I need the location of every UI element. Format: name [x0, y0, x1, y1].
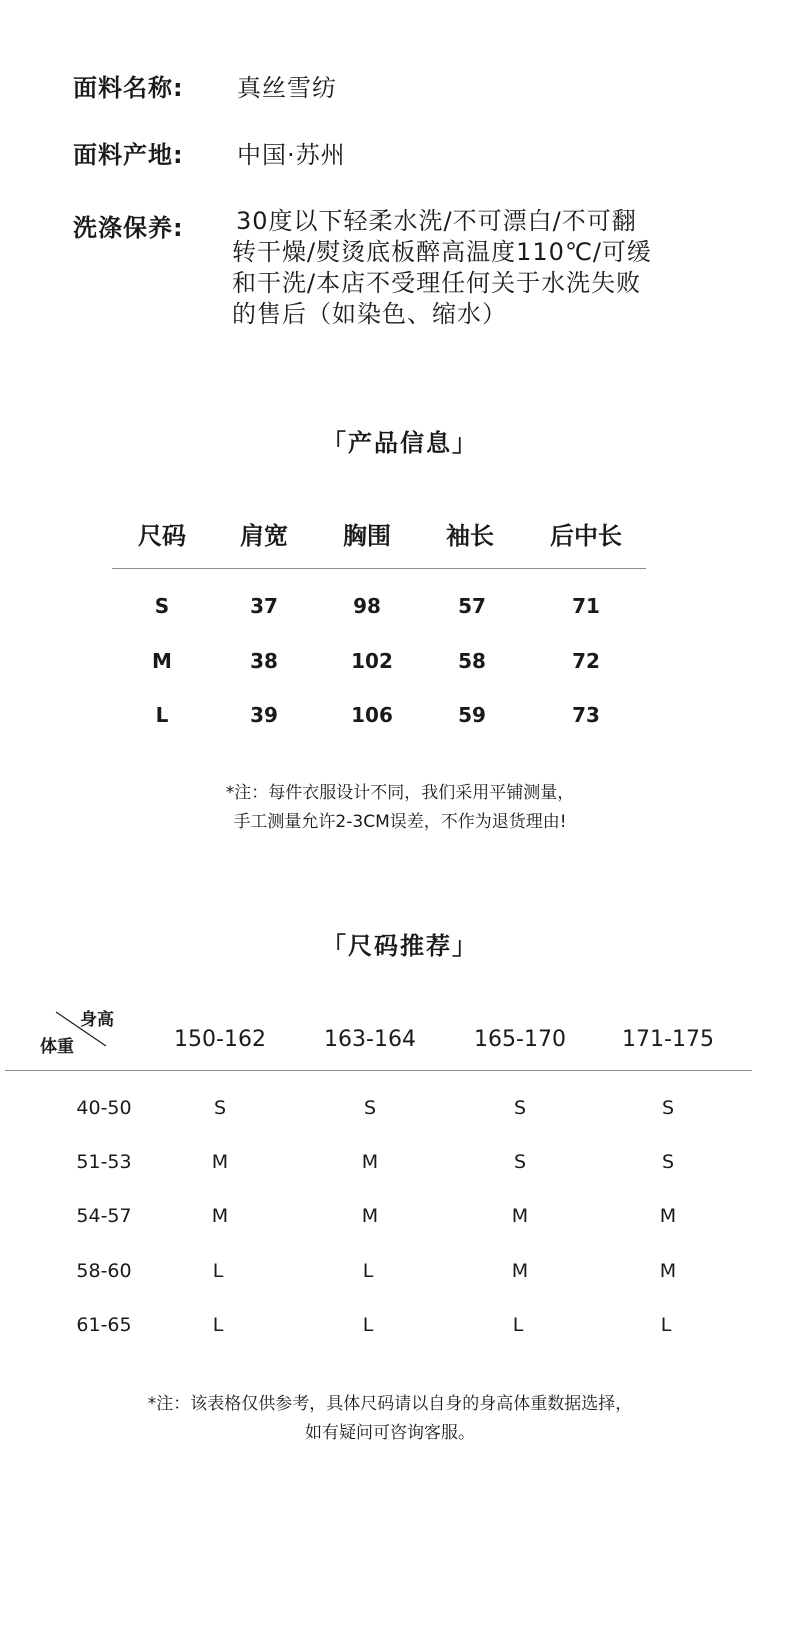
size-cell: M	[511, 1205, 529, 1227]
fabric-origin-value: 中国·苏州	[237, 141, 346, 169]
table-cell: L	[155, 703, 169, 727]
table-cell: 59	[458, 703, 486, 727]
weight-cell: 54-57	[76, 1205, 132, 1227]
size-cell: M	[361, 1205, 379, 1227]
product-info-title: 「产品信息」	[322, 429, 478, 457]
weight-cell: 61-65	[76, 1314, 132, 1336]
product-table-divider	[112, 568, 646, 569]
table-cell: 37	[250, 594, 278, 618]
corner-height-label: 身高	[80, 1010, 114, 1030]
table-cell: 106	[351, 703, 393, 727]
size-cell: L	[660, 1314, 672, 1336]
table-cell: 71	[572, 594, 600, 618]
height-header: 150-162	[174, 1027, 266, 1052]
col-header-sleeve: 袖长	[446, 522, 494, 550]
weight-cell: 40-50	[76, 1097, 132, 1119]
height-header: 165-170	[474, 1027, 566, 1052]
col-header-shoulder: 肩宽	[240, 522, 288, 550]
col-header-bust: 胸围	[343, 522, 391, 550]
size-cell: L	[362, 1314, 374, 1336]
corner-diagonal-line	[54, 1010, 110, 1050]
size-cell: M	[659, 1260, 677, 1282]
weight-cell: 58-60	[76, 1260, 132, 1282]
col-header-size: 尺码	[138, 522, 186, 550]
corner-weight-label: 体重	[40, 1037, 74, 1057]
table-cell: 38	[250, 649, 278, 673]
table-cell: 57	[458, 594, 486, 618]
note-line: *注：每件衣服设计不同，我们采用平铺测量，	[225, 783, 575, 803]
size-cell: S	[661, 1151, 675, 1173]
table-cell: 98	[353, 594, 381, 618]
size-cell: L	[362, 1260, 374, 1282]
weight-cell: 51-53	[76, 1151, 132, 1173]
col-header-length: 后中长	[550, 522, 622, 550]
recommend-note	[0, 1390, 790, 1448]
note-line: 如有疑问可咨询客服。	[305, 1423, 475, 1443]
table-cell: 102	[351, 649, 393, 673]
size-cell: S	[513, 1151, 527, 1173]
care-label: 洗涤保养:	[73, 214, 184, 242]
size-cell: M	[511, 1260, 529, 1282]
fabric-origin-label: 面料产地:	[73, 141, 184, 169]
care-line: 和干洗/本店不受理任何关于水洗失败	[232, 269, 642, 297]
note-line: 手工测量允许2-3CM误差，不作为退货理由!	[233, 812, 567, 832]
size-cell: S	[213, 1097, 227, 1119]
table-cell: S	[154, 594, 170, 618]
fabric-name-value: 真丝雪纺	[237, 74, 337, 102]
measurement-note	[0, 779, 800, 837]
care-instructions	[232, 206, 702, 330]
size-cell: S	[363, 1097, 377, 1119]
size-cell: S	[513, 1097, 527, 1119]
size-cell: M	[211, 1151, 229, 1173]
table-cell: 58	[458, 649, 486, 673]
fabric-name-label: 面料名称:	[73, 74, 184, 102]
care-line: 转干燥/熨烫底板醉高温度110℃/可缓	[232, 238, 652, 266]
table-cell: 72	[572, 649, 600, 673]
note-line: *注：该表格仅供参考，具体尺码请以自身的身高体重数据选择，	[147, 1394, 633, 1414]
size-cell: L	[512, 1314, 524, 1336]
size-cell: M	[361, 1151, 379, 1173]
size-recommend-title: 「尺码推荐」	[322, 932, 478, 960]
height-header: 171-175	[622, 1027, 714, 1052]
table-cell: 73	[572, 703, 600, 727]
recommend-table-divider	[5, 1070, 752, 1071]
height-header: 163-164	[324, 1027, 416, 1052]
size-cell: L	[212, 1260, 224, 1282]
size-cell: S	[661, 1097, 675, 1119]
size-cell: L	[212, 1314, 224, 1336]
table-cell: M	[152, 649, 172, 673]
care-line: 的售后（如染色、缩水）	[232, 300, 507, 328]
size-cell: M	[659, 1205, 677, 1227]
size-cell: M	[211, 1205, 229, 1227]
table-cell: 39	[250, 703, 278, 727]
care-line: 30度以下轻柔水洗/不可漂白/不可翻	[236, 207, 637, 235]
